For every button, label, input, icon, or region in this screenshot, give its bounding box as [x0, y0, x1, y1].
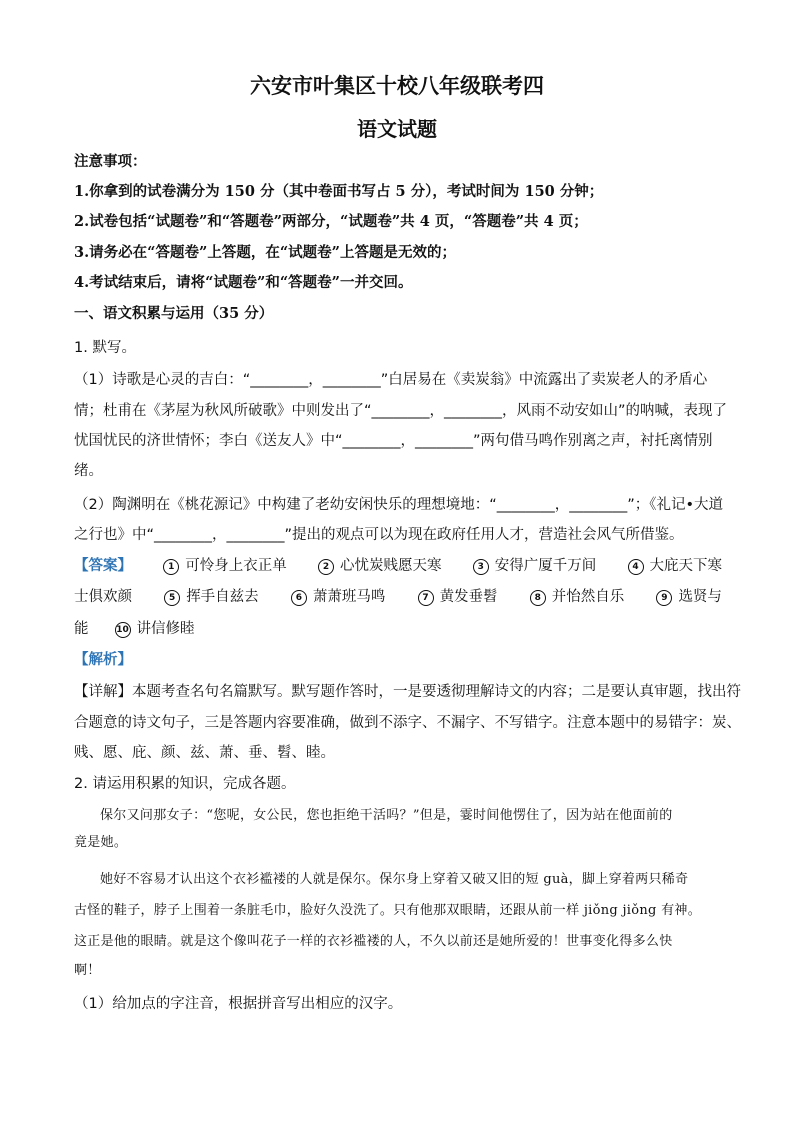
question-2-stem: 2. 请运用积累的知识，完成各题。 — [74, 776, 296, 792]
question-1-text: 情；杜甫在《茅屋为秋风所破歌》中则发出了“________，________，风雨不动安如山”的呐喊，表现了 — [74, 403, 728, 419]
answer-item: 4 大庇天下寒 — [628, 556, 723, 576]
passage-line: 竟是她。 — [74, 835, 128, 850]
answer-item: 10 讲信修睦 — [116, 621, 195, 637]
detail-text: 【详解】本题考查名句名篇默写。默写题作答时，一是要透彻理解诗文的内容；二是要认真审题，找出符 — [74, 684, 741, 700]
number-circle: 1 — [163, 559, 179, 575]
answer-tag: 【答案】 — [74, 558, 132, 574]
question-1-text: 绪。 — [74, 463, 103, 479]
exam-subtitle: 语文试题 — [357, 117, 437, 141]
passage-line: 这正是他的眼睛。就是这个像叫花子一样的衣衫褴褛的人，不久以前还是她所爱的！世事变化得多么快 — [74, 934, 673, 949]
question-2-sub-1: （1）给加点的字注音，根据拼音写出相应的汉字。 — [74, 996, 403, 1012]
passage-line: 保尔又问那女子：“您呢，女公民，您也拒绝干活吗？”但是，霎时间他愣住了，因为站在他面前的 — [100, 808, 673, 823]
answer-row — [74, 587, 734, 607]
number-circle: 6 — [291, 590, 307, 606]
number-circle: 4 — [628, 559, 644, 575]
exam-title: 六安市叶集区十校八年级联考四 — [250, 73, 544, 98]
answer-item: 5 挥手自兹去 — [164, 587, 259, 607]
question-1-text: 之行也》中“________，________”提出的观点可以为现在政府任用人才，营造社会风气所借鉴。 — [74, 527, 684, 543]
answer-item: 3 安得广厦千万间 — [473, 556, 597, 576]
section-heading: 一、语文积累与运用（35 分） — [74, 305, 274, 322]
answer-prefix: 能 — [74, 621, 89, 637]
question-1-stem: 1. 默写。 — [74, 340, 136, 356]
analysis-tag: 【解析】 — [74, 652, 132, 668]
detail-text: 贱、愿、庇、颜、兹、萧、垂、髫、睦。 — [74, 745, 335, 761]
answer-item: 2 心忧炭贱愿天寒 — [318, 556, 442, 576]
answer-item: 1 可怜身上衣正单 — [163, 556, 287, 576]
question-1-text: 忧国忧民的济世情怀；李白《送友人》中“________，________”两句借马鸣作别离之声，衬托离情别 — [74, 433, 713, 449]
number-circle: 2 — [318, 559, 334, 575]
question-1-text: （1）诗歌是心灵的吉白：“________，________”白居易在《卖炭翁》中流露出了卖炭老人的矛盾心 — [74, 372, 708, 388]
notice-item: 4.考试结束后，请将“试题卷”和“答题卷”一并交回。 — [74, 274, 413, 291]
notice-item: 2.试卷包括“试题卷”和“答题卷”两部分，“试题卷”共 4 页，“答题卷”共 4 页； — [74, 213, 588, 230]
answer-item: 6 萧萧班马鸣 — [291, 587, 386, 607]
number-circle: 3 — [473, 559, 489, 575]
answer-row — [74, 556, 734, 576]
passage-line: 她好不容易才认出这个衣衫褴褛的人就是保尔。保尔身上穿着又破又旧的短 guà，脚上穿着两只稀奇 — [100, 872, 689, 887]
answer-item: 8 并怡然自乐 — [530, 587, 625, 607]
answer-prefix: 士俱欢颜 — [74, 589, 132, 605]
number-circle: 8 — [530, 590, 546, 606]
notice-item: 1.你拿到的试卷满分为 150 分（其中卷面书写占 5 分），考试时间为 150 分钟； — [74, 183, 604, 200]
question-1-text: （2）陶渊明在《桃花源记》中构建了老幼安闲快乐的理想境地：“________，________”；《礼记•大道 — [74, 497, 724, 513]
notice-item: 3.请务必在“答题卷”上答题，在“试题卷”上答题是无效的； — [74, 244, 456, 261]
number-circle: 7 — [418, 590, 434, 606]
answer-row — [74, 619, 734, 639]
number-circle: 10 — [115, 622, 131, 638]
passage-line: 古怪的鞋子，脖子上围着一条脏毛巾，脸好久没洗了。只有他那双眼睛，还跟从前一样 jiǒng jiǒng 有神。 — [74, 903, 702, 918]
detail-text: 合题意的诗文句子，三是答题内容要准确，做到不添字、不漏字、不写错字。注意本题中的易错字：炭、 — [74, 715, 741, 731]
number-circle: 9 — [656, 590, 672, 606]
answer-item: 9 选贤与 — [656, 587, 722, 607]
notice-heading: 注意事项： — [74, 153, 147, 170]
number-circle: 5 — [164, 590, 180, 606]
passage-line: 啊！ — [74, 963, 101, 978]
answer-item: 7 黄发垂髫 — [418, 587, 498, 607]
